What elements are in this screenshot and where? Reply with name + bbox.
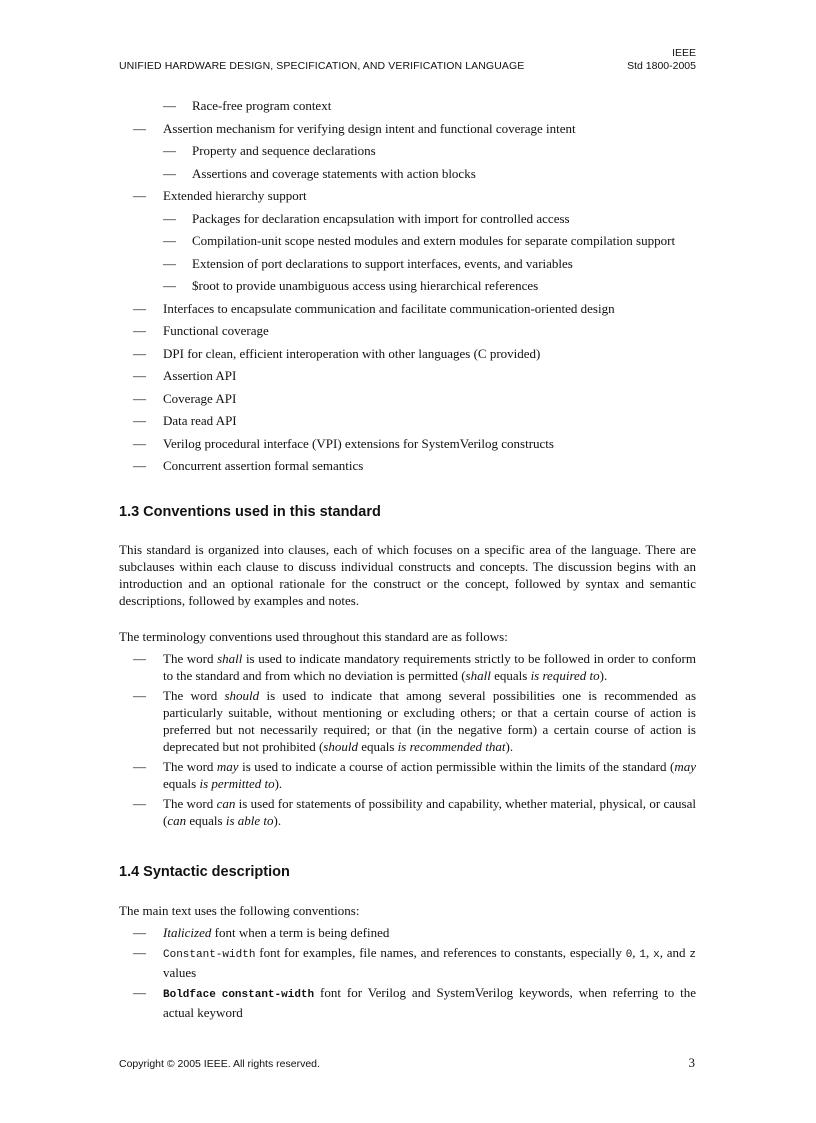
syntactic-intro: The main text uses the following conventions: xyxy=(119,903,360,918)
terminology-list xyxy=(0,650,816,832)
list-item: — $root to provide unambiguous access using hierarchical references xyxy=(163,278,539,293)
list-item-shall: — The word shall is used to indicate mandatory requirements strictly to be followed in order to conform to the standard and from which no deviation is permitted (shall equals is required to). xyxy=(133,651,696,683)
list-item: — Data read API xyxy=(133,413,237,428)
list-item: — Interfaces to encapsulate communication and facilitate communication-oriented design xyxy=(133,300,615,316)
header-org: IEEE xyxy=(672,47,696,59)
list-item: — Concurrent assertion formal semantics xyxy=(133,458,364,473)
list-item: — Compilation-unit scope nested modules and extern modules for separate compilation support xyxy=(163,233,676,248)
page-number: 3 xyxy=(688,1055,695,1070)
list-item: — Assertion mechanism for verifying design intent and functional coverage intent xyxy=(133,120,576,136)
section-1-3-paragraph: This standard is organized into clauses, each of which focuses on a specific area of the language. There are subclauses within each clause to discuss individual constructs and concepts. The discussion begins with an introduction and an optional rationale for the construct or the concept, followed by syntax and semantic descriptions, followed by examples and notes. xyxy=(119,542,696,608)
list-item: — Assertion API xyxy=(133,368,237,383)
list-item: — Packages for declaration encapsulation with import for controlled access xyxy=(163,210,570,226)
list-item: — Verilog procedural interface (VPI) extensions for SystemVerilog constructs xyxy=(133,435,554,451)
list-item: — Coverage API xyxy=(133,390,237,406)
list-item-can: — The word can is used for statements of possibility and capability, whether material, physical, or causal (can equals is able to). xyxy=(133,796,696,828)
running-header-title: UNIFIED HARDWARE DESIGN, SPECIFICATION, AND VERIFICATION LANGUAGE xyxy=(119,60,525,72)
list-item: — Extension of port declarations to support interfaces, events, and variables xyxy=(163,255,573,271)
list-item: — Extended hierarchy support xyxy=(133,188,307,203)
list-item: — DPI for clean, efficient interoperation with other languages (C provided) xyxy=(133,345,541,361)
convention-list xyxy=(0,924,816,1024)
list-item-boldface: — Boldface constant-width font for Verilog and SystemVerilog keywords, when referring to the actual keyword xyxy=(133,985,697,1020)
list-item: — Functional coverage xyxy=(133,323,269,338)
list-item: — Assertions and coverage statements with action blocks xyxy=(163,165,476,181)
list-item-italicized: — Italicized font when a term is being defined xyxy=(133,925,390,940)
copyright-footer: Copyright © 2005 IEEE. All rights reserved. xyxy=(119,1058,320,1070)
feature-list xyxy=(0,97,816,480)
section-heading-1-3: 1.3 Conventions used in this standard xyxy=(119,504,381,520)
terminology-intro: The terminology conventions used throughout this standard are as follows: xyxy=(119,629,508,644)
header-std-number: Std 1800-2005 xyxy=(627,60,696,72)
list-item-may: — The word may is used to indicate a course of action permissible within the limits of the standard (may equals is permitted to). xyxy=(133,759,696,791)
section-heading-1-4: 1.4 Syntactic description xyxy=(119,864,290,880)
list-item-constant-width: — Constant-width font for examples, file names, and references to constants, especially 0, 1, x, and z values xyxy=(133,945,696,980)
list-item: — Property and sequence declarations xyxy=(163,143,376,158)
list-item: — Race-free program context xyxy=(163,98,332,113)
running-header-standard xyxy=(627,47,696,73)
list-item-should: — The word should is used to indicate that among several possibilities one is recommended as particularly suitable, without mentioning or excluding others; or that a certain course of action is preferred but not necessarily required; or that (in the negative form) a certain course of action is deprecated but not prohibited (should equals is recommended that). xyxy=(133,688,696,754)
